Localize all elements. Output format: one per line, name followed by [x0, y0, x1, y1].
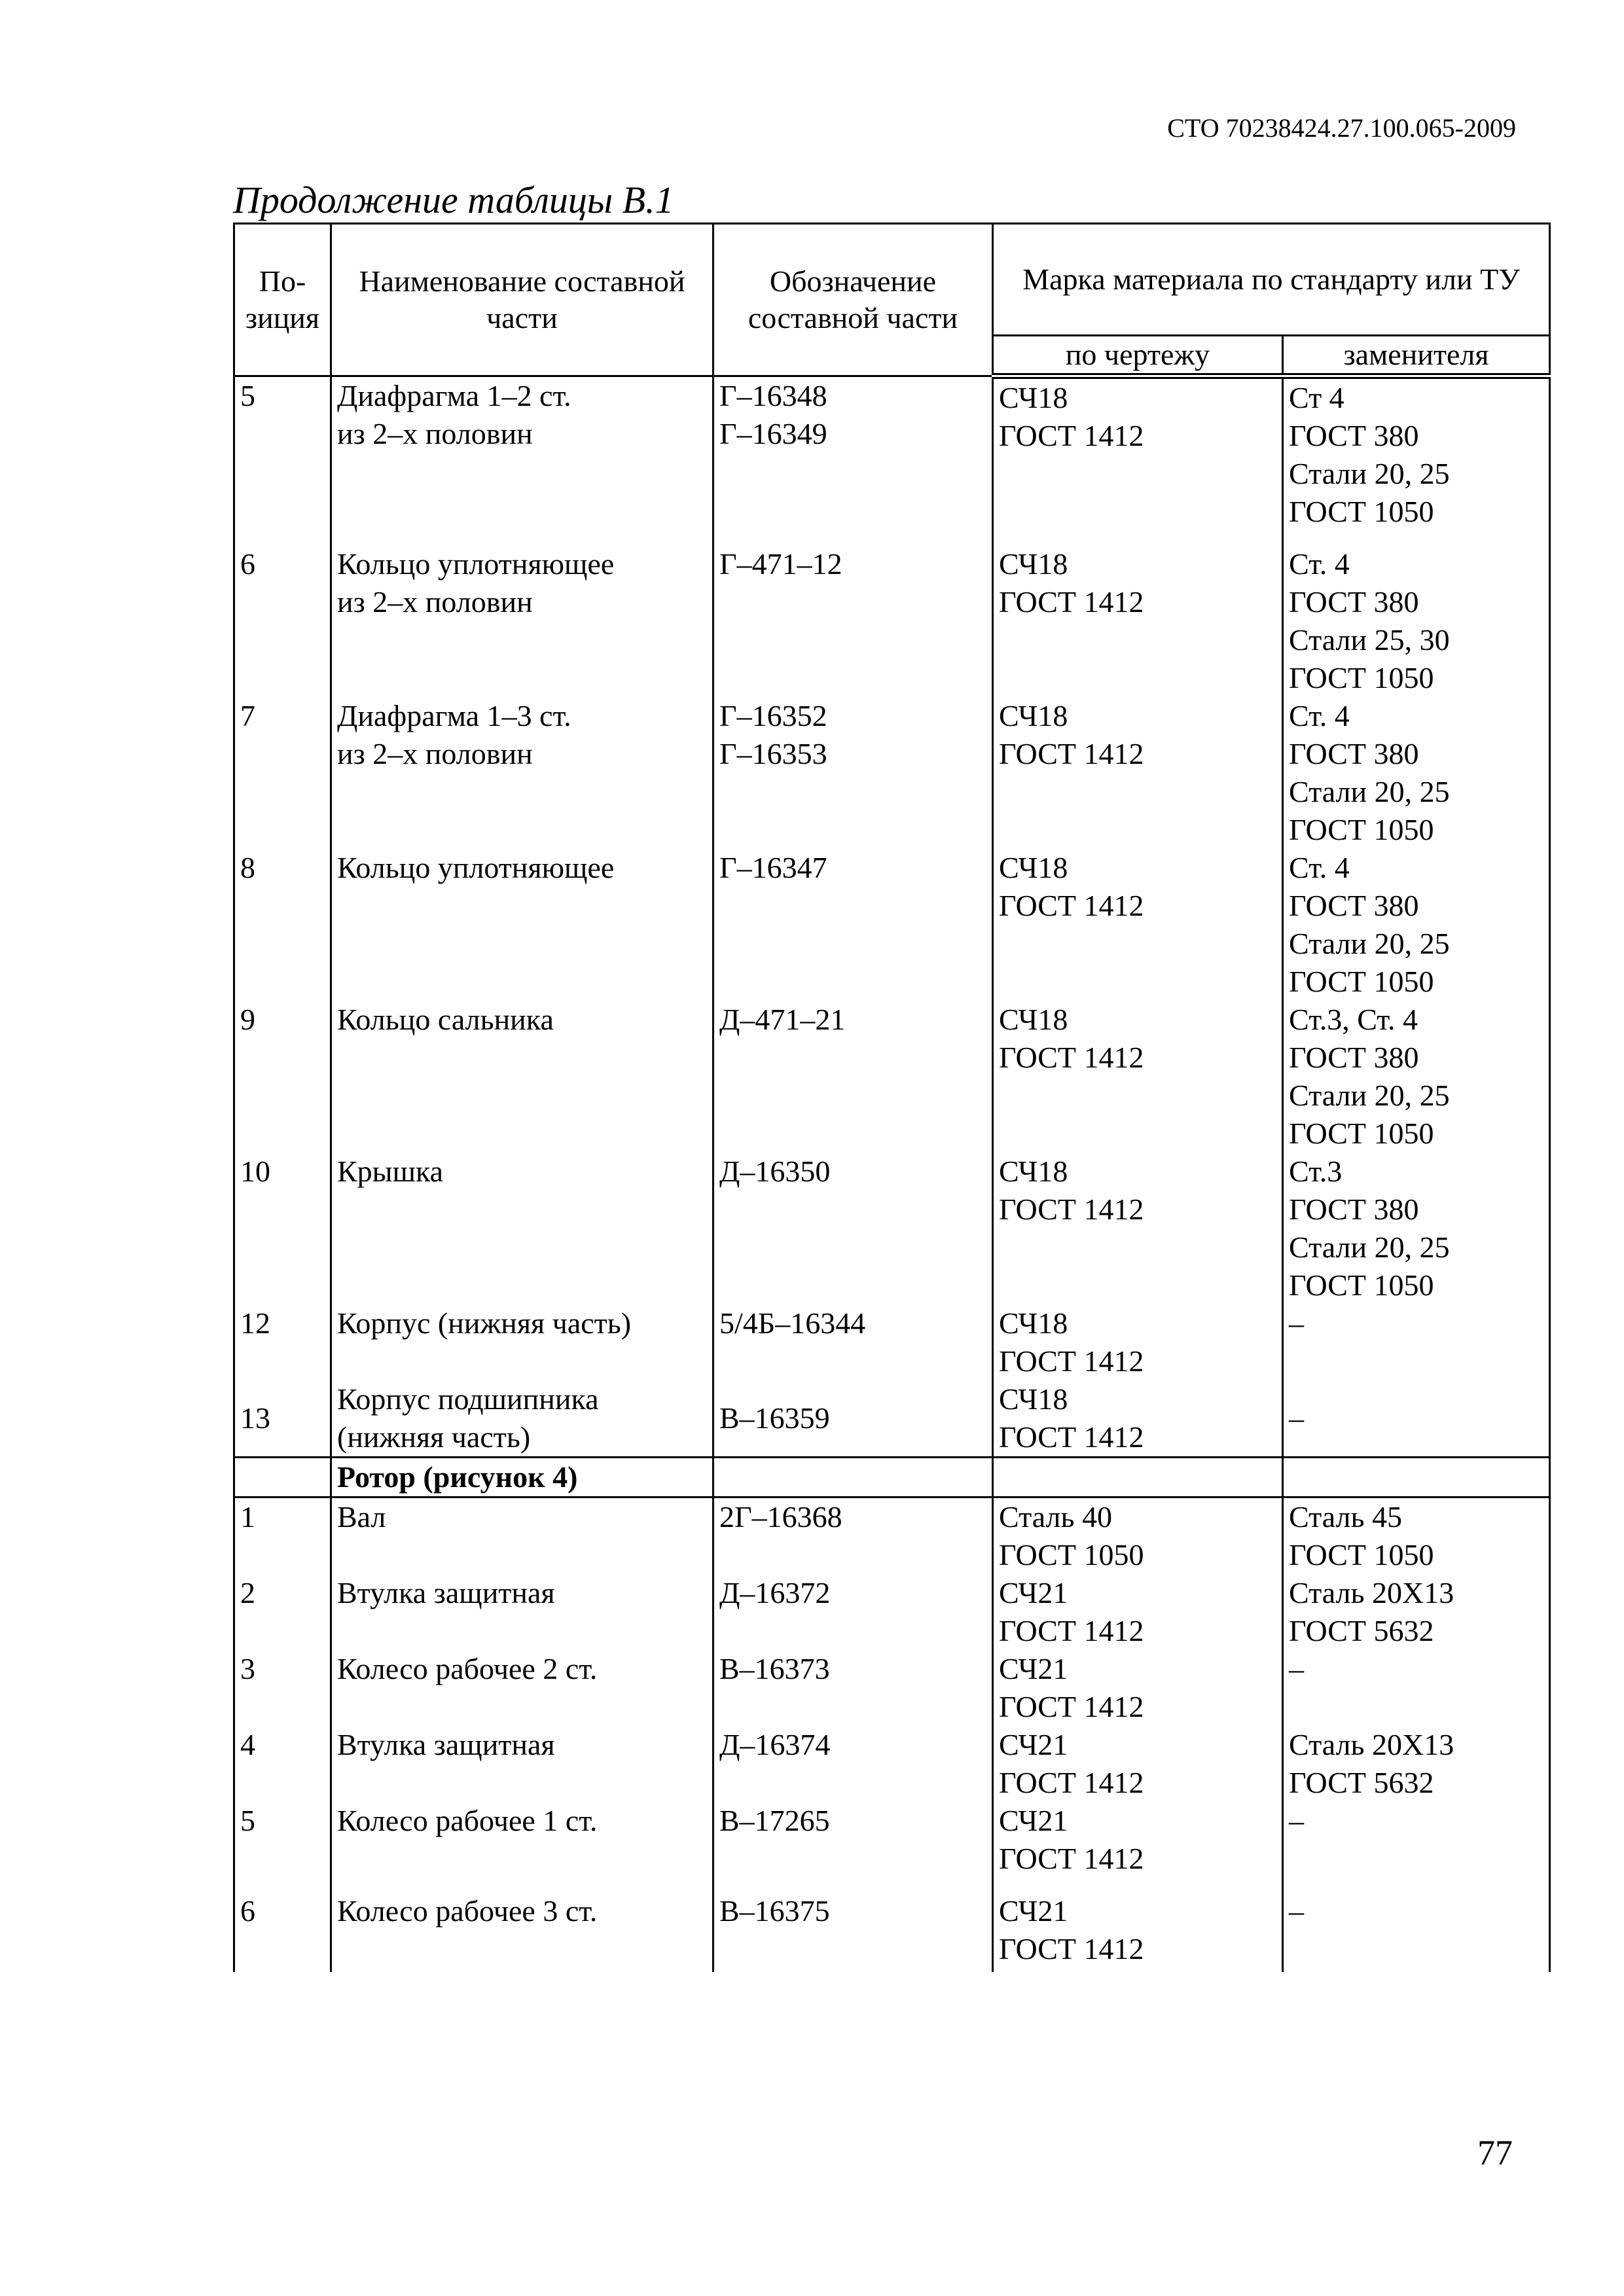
- cell-designation: Д–16350: [713, 1153, 993, 1304]
- cell-position: 4: [234, 1726, 331, 1802]
- cell-substitute-material: Ст 4 ГОСТ 380 Стали 20, 25 ГОСТ 1050: [1283, 376, 1550, 546]
- cell-designation: Д–16374: [713, 1726, 993, 1802]
- cell-drawing-material: Сталь 40 ГОСТ 1050: [993, 1498, 1283, 1575]
- cell-drawing-material: СЧ18 ГОСТ 1412: [993, 545, 1283, 697]
- header-by-drawing: по чертежу: [993, 336, 1283, 376]
- header-designation: Обозначение составной части: [713, 224, 993, 376]
- table-row: [234, 545, 1550, 697]
- table-row: [234, 1802, 1550, 1892]
- cell-substitute-material: Сталь 20Х13 ГОСТ 5632: [1283, 1726, 1550, 1802]
- document-code: СТО 70238424.27.100.065-2009: [1167, 113, 1516, 143]
- cell-position: 10: [234, 1153, 331, 1304]
- cell-designation: 5/4Б–16344: [713, 1304, 993, 1380]
- cell-position: 9: [234, 1001, 331, 1153]
- cell-position: 7: [234, 697, 331, 849]
- cell-designation: Д–471–21: [713, 1001, 993, 1153]
- cell-name: Колесо рабочее 3 ст.: [331, 1892, 713, 1972]
- table-row: [234, 1574, 1550, 1650]
- cell-designation: Г–16347: [713, 849, 993, 1001]
- cell-substitute-material: –: [1283, 1802, 1550, 1892]
- cell-position: 3: [234, 1650, 331, 1726]
- cell-position: 13: [234, 1380, 331, 1458]
- cell-drawing-material: СЧ18 ГОСТ 1412: [993, 1001, 1283, 1153]
- cell-name: Корпус (нижняя часть): [331, 1304, 713, 1380]
- table-row: [234, 1001, 1550, 1153]
- cell-position: 6: [234, 1892, 331, 1972]
- cell-substitute-material: Ст.3, Ст. 4 ГОСТ 380 Стали 20, 25 ГОСТ 1050: [1283, 1001, 1550, 1153]
- cell-substitute-material: Сталь 45 ГОСТ 1050: [1283, 1498, 1550, 1575]
- cell-name: Крышка: [331, 1153, 713, 1304]
- table-row: [234, 1380, 1550, 1458]
- cell-drawing-material: СЧ18 ГОСТ 1412: [993, 1153, 1283, 1304]
- cell-position: 2: [234, 1574, 331, 1650]
- cell-substitute-material: Ст. 4 ГОСТ 380 Стали 20, 25 ГОСТ 1050: [1283, 849, 1550, 1001]
- cell-drawing-material: СЧ21 ГОСТ 1412: [993, 1892, 1283, 1972]
- cell-substitute-material: –: [1283, 1304, 1550, 1380]
- cell-name: Вал: [331, 1498, 713, 1575]
- cell-substitute-material: Ст. 4 ГОСТ 380 Стали 25, 30 ГОСТ 1050: [1283, 545, 1550, 697]
- cell-drawing-material: СЧ18 ГОСТ 1412: [993, 697, 1283, 849]
- cell-position: 12: [234, 1304, 331, 1380]
- header-name: Наименование составной части: [331, 224, 713, 376]
- cell-substitute-material: –: [1283, 1650, 1550, 1726]
- table-row: [234, 1892, 1550, 1972]
- cell-name: Диафрагма 1–3 ст. из 2–х половин: [331, 697, 713, 849]
- cell-drawing-material: СЧ18 ГОСТ 1412: [993, 849, 1283, 1001]
- header-substitute: заменителя: [1283, 336, 1550, 376]
- cell-substitute-material: Ст.3 ГОСТ 380 Стали 20, 25 ГОСТ 1050: [1283, 1153, 1550, 1304]
- cell-name: Втулка защитная: [331, 1726, 713, 1802]
- table-row: [234, 376, 1550, 546]
- cell-name: Колесо рабочее 1 ст.: [331, 1802, 713, 1892]
- cell-designation: В–16359: [713, 1380, 993, 1458]
- cell-name: Кольцо уплотняющее из 2–х половин: [331, 545, 713, 697]
- table-row: [234, 1304, 1550, 1380]
- cell-substitute-material: –: [1283, 1892, 1550, 1972]
- cell-designation: 2Г–16368: [713, 1498, 993, 1575]
- cell-position: 5: [234, 376, 331, 546]
- cell-substitute-material: Ст. 4 ГОСТ 380 Стали 20, 25 ГОСТ 1050: [1283, 697, 1550, 849]
- materials-table: [233, 223, 1551, 1972]
- table-row: [234, 1650, 1550, 1726]
- header-position: По- зиция: [234, 224, 331, 376]
- cell-drawing-material: СЧ18 ГОСТ 1412: [993, 376, 1283, 546]
- cell-designation: В–16373: [713, 1650, 993, 1726]
- cell-position: 8: [234, 849, 331, 1001]
- cell-drawing-material: СЧ21 ГОСТ 1412: [993, 1574, 1283, 1650]
- table-row: [234, 1498, 1550, 1575]
- section-row: [234, 1458, 1550, 1498]
- table-caption: Продолжение таблицы В.1: [233, 179, 674, 221]
- page-number: 77: [1477, 2133, 1513, 2172]
- cell-name: Втулка защитная: [331, 1574, 713, 1650]
- table-row: [234, 697, 1550, 849]
- cell-designation: Г–471–12: [713, 545, 993, 697]
- cell-drawing-material: СЧ21 ГОСТ 1412: [993, 1650, 1283, 1726]
- header-material: Марка материала по стандарту или ТУ: [993, 224, 1550, 336]
- cell-substitute-material: Сталь 20Х13 ГОСТ 5632: [1283, 1574, 1550, 1650]
- cell-substitute-material: –: [1283, 1380, 1550, 1458]
- cell-name: Кольцо уплотняющее: [331, 849, 713, 1001]
- cell-drawing-material: СЧ18 ГОСТ 1412: [993, 1304, 1283, 1380]
- section-title: Ротор (рисунок 4): [331, 1458, 713, 1498]
- table-row: [234, 1726, 1550, 1802]
- cell-designation: Г–16348 Г–16349: [713, 376, 993, 546]
- cell-designation: Д–16372: [713, 1574, 993, 1650]
- cell-designation: В–17265: [713, 1802, 993, 1892]
- cell-drawing-material: СЧ18 ГОСТ 1412: [993, 1380, 1283, 1458]
- table-row: [234, 849, 1550, 1001]
- cell-name: Колесо рабочее 2 ст.: [331, 1650, 713, 1726]
- cell-position: 5: [234, 1802, 331, 1892]
- cell-name: Диафрагма 1–2 ст. из 2–х половин: [331, 376, 713, 546]
- cell-name: Кольцо сальника: [331, 1001, 713, 1153]
- cell-name: Корпус подшипника (нижняя часть): [331, 1380, 713, 1458]
- cell-drawing-material: СЧ21 ГОСТ 1412: [993, 1802, 1283, 1892]
- cell-drawing-material: СЧ21 ГОСТ 1412: [993, 1726, 1283, 1802]
- table-row: [234, 1153, 1550, 1304]
- cell-position: 1: [234, 1498, 331, 1575]
- cell-position: 6: [234, 545, 331, 697]
- cell-designation: Г–16352 Г–16353: [713, 697, 993, 849]
- cell-designation: В–16375: [713, 1892, 993, 1972]
